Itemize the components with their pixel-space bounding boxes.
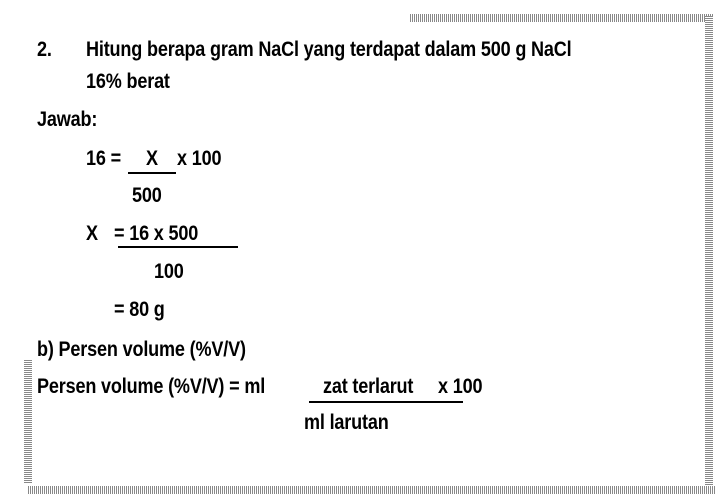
equation-2-middle: = 16 x 500	[114, 222, 199, 245]
equation-1-left: 16 =	[86, 147, 121, 170]
decorative-border-right	[705, 16, 713, 486]
problem-line-2: 16% berat	[86, 70, 170, 93]
equation-2-denominator: 100	[154, 260, 184, 283]
formula-left: Persen volume (%V/V) = ml	[37, 375, 266, 398]
decorative-border-left	[24, 360, 32, 484]
formula-denominator: ml larutan	[304, 411, 389, 434]
equation-1-denominator: 500	[132, 184, 162, 207]
fraction-bar-2	[118, 246, 238, 248]
result: = 80 g	[114, 298, 165, 321]
formula-numerator: zat terlarut	[323, 375, 414, 398]
fraction-bar-1	[128, 172, 176, 174]
formula-right: x 100	[438, 375, 483, 398]
equation-2-left: X	[86, 222, 98, 245]
problem-number: 2.	[37, 38, 52, 61]
answer-label: Jawab:	[37, 108, 98, 131]
decorative-border-top	[410, 14, 714, 22]
fraction-bar-3	[309, 401, 463, 403]
problem-line-1: Hitung berapa gram NaCl yang terdapat dalam 500 g NaCl	[86, 38, 572, 61]
equation-1-right: x 100	[177, 147, 222, 170]
section-b-heading: b) Persen volume (%V/V)	[37, 338, 246, 361]
equation-1-numerator: X	[146, 147, 158, 170]
decorative-border-bottom	[28, 486, 716, 494]
